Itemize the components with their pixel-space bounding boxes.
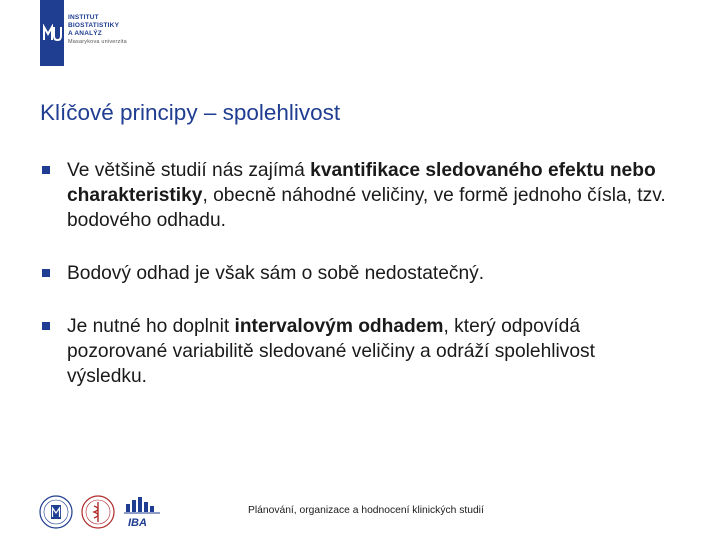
bullet-list [40,158,680,389]
bullet-text: Bodový odhad je však sám o sobě nedostatečný. [67,263,485,284]
bullet-square-icon [42,322,50,330]
faculty-seal-icon [80,494,116,530]
university-seal-icon [38,494,74,530]
footer-logos [38,494,168,530]
institute-logo [40,0,150,66]
muni-logo-mark [40,0,64,66]
bullet-text: Ve většině studií nás zajímá [67,160,311,181]
bullet-item [40,261,680,286]
bullet-emphasis-text: kvantifikace sledovaného efektu nebo charakteristiky [67,160,656,206]
iba-logo-icon [124,494,168,530]
logo-line-university: Masarykova univerzita [68,39,127,45]
bullet-text: , který odpovídá pozorované variabilitě sledované veličiny a odráží spolehlivost výsledku. [67,316,595,387]
logo-line-3: A ANALÝZ [68,30,102,37]
bullet-item [40,158,680,233]
footer-text: Plánování, organizace a hodnocení klinických studií [248,505,484,516]
bullet-emphasis-text: intervalovým odhadem [234,316,444,337]
logo-line-1: INSTITUT [68,14,99,21]
slide-title: Klíčové principy – spolehlivost [40,100,341,125]
bullet-square-icon [42,269,50,277]
logo-line-2: BIOSTATISTIKY [68,22,120,29]
bullet-text: Je nutné ho doplnit [67,316,235,337]
bullet-text: , obecně náhodné veličiny, ve formě jednoho čísla, tzv. bodového odhadu. [67,185,666,231]
iba-logo-text: IBA [128,517,147,529]
institute-name [68,14,127,46]
bullet-square-icon [42,166,50,174]
bullet-item [40,314,680,389]
